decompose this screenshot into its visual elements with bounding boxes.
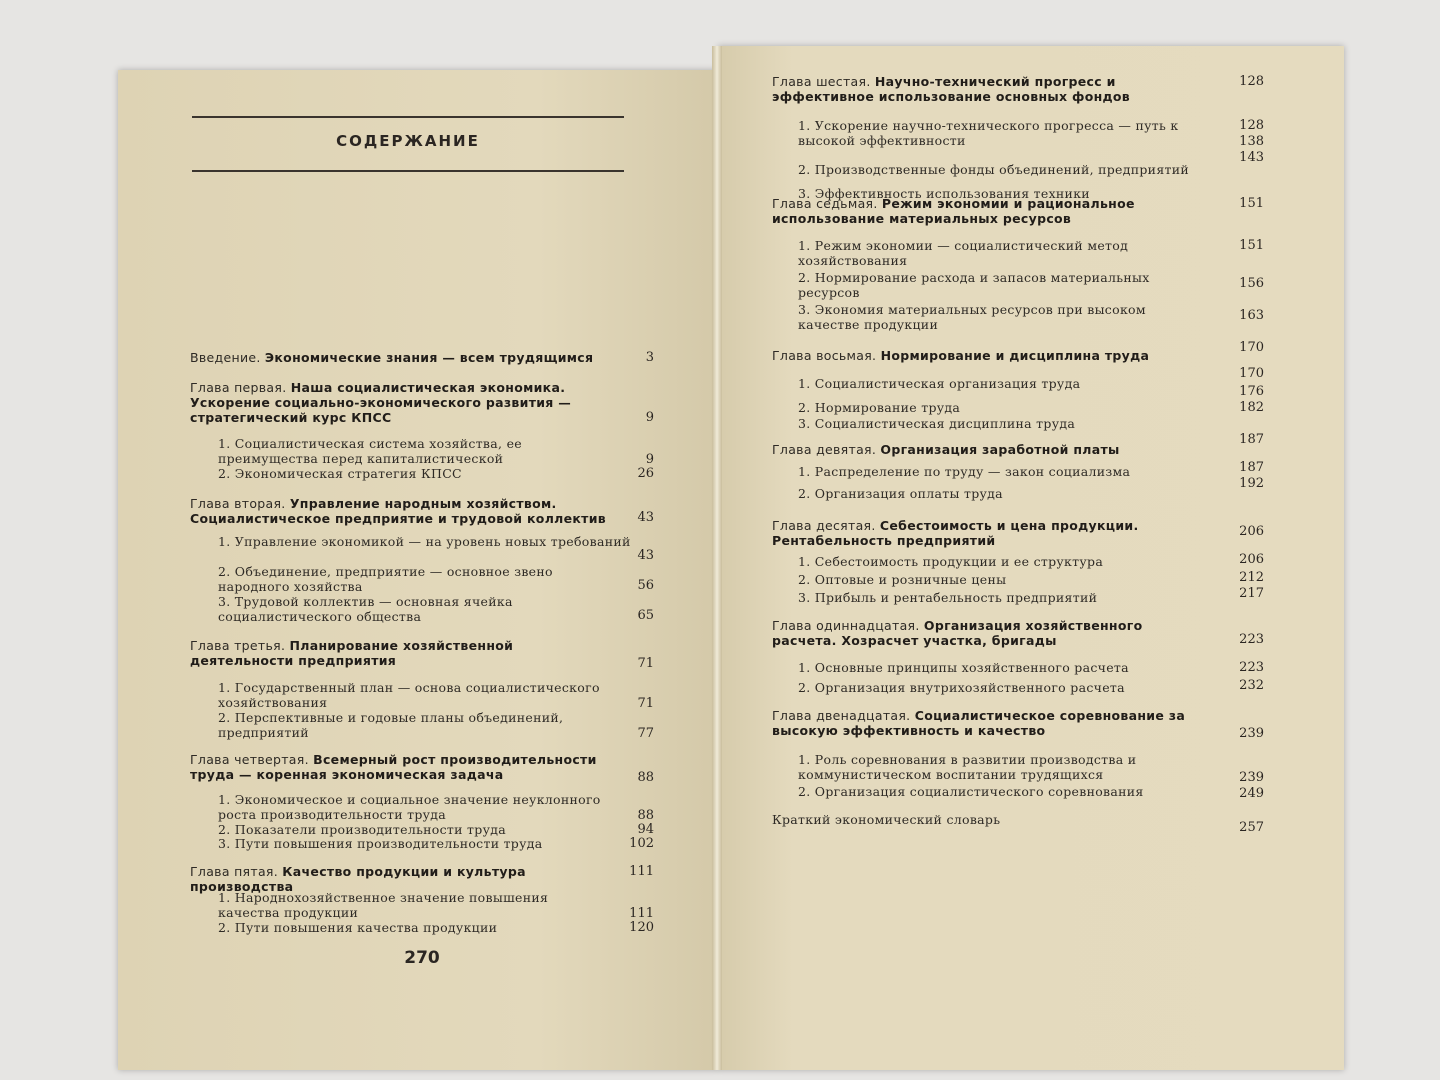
toc-chapter-label: Глава пятая. xyxy=(190,864,278,879)
toc-chapter-label: Глава четвертая. xyxy=(190,752,309,767)
toc-page-number: 143 xyxy=(1239,150,1264,165)
toc-section-title: Краткий экономический словарь xyxy=(772,812,1001,827)
toc-page-number: 94 xyxy=(637,822,654,837)
toc-page-number: 138 xyxy=(1239,134,1264,149)
toc-page-number: 56 xyxy=(637,578,654,593)
toc-page-number: 206 xyxy=(1239,552,1264,567)
toc-section-right xyxy=(798,752,1210,782)
toc-chapter-right xyxy=(772,518,1208,548)
toc-section-title: 2. Оптовые и розничные цены xyxy=(798,572,1007,587)
toc-section-right xyxy=(798,118,1210,148)
toc-section-title: 1. Управление экономикой — на уровень новых требований xyxy=(218,534,631,549)
toc-section-title: 1. Себестоимость продукции и ее структура xyxy=(798,554,1104,569)
toc-section-title: 1. Государственный план — основа социалистического хозяйствования xyxy=(218,680,600,710)
toc-section-title: 3. Трудовой коллектив — основная ячейка социалистического общества xyxy=(218,594,513,624)
toc-chapter-label: Глава двенадцатая. xyxy=(772,708,911,723)
toc-section-title: 2. Экономическая стратегия КПСС xyxy=(218,466,462,481)
toc-page-number: 206 xyxy=(1239,524,1264,539)
toc-chapter-title: Режим экономии и рациональное использование материальных ресурсов xyxy=(772,196,1135,226)
toc-chapter-right xyxy=(772,442,1192,457)
toc-chapter-title: Социалистическое соревнование за высокую эффективность и качество xyxy=(772,708,1186,738)
toc-section-right xyxy=(798,376,1210,391)
toc-page-number: 43 xyxy=(637,510,654,525)
toc-section-right xyxy=(798,486,1210,501)
toc-chapter-title: Организация заработной платы xyxy=(880,442,1120,457)
toc-chapter-left xyxy=(190,380,620,425)
toc-page-number: 71 xyxy=(637,656,654,671)
title-rule-top xyxy=(192,116,624,118)
toc-chapter-title: Качество продукции и культура производства xyxy=(190,864,526,894)
toc-chapter-label: Глава десятая. xyxy=(772,518,876,533)
toc-section-left xyxy=(218,710,610,740)
toc-chapter-left xyxy=(190,350,610,365)
toc-section-title: 3. Экономия материальных ресурсов при высоком качестве продукции xyxy=(798,302,1146,332)
toc-page-number: 239 xyxy=(1239,770,1264,785)
toc-chapter-right xyxy=(772,618,1208,648)
toc-chapter-title: Научно-технический прогресс и эффективное использование основных фондов xyxy=(772,74,1131,104)
toc-section-left xyxy=(218,436,610,466)
toc-section-title: 1. Народнохозяйственное значение повышения качества продукции xyxy=(218,890,549,920)
toc-page-number: 9 xyxy=(645,452,654,467)
toc-section-left xyxy=(218,920,610,935)
toc-page-number: 120 xyxy=(629,920,654,935)
toc-section-right xyxy=(798,784,1210,799)
toc-chapter-title: Всемерный рост производительности труда — коренная экономическая задача xyxy=(190,752,597,782)
toc-section-title: 1. Режим экономии — социалистический метод хозяйствования xyxy=(798,238,1129,268)
toc-page-number: 239 xyxy=(1239,726,1264,741)
toc-page-number: 43 xyxy=(637,548,654,563)
toc-page-number: 102 xyxy=(629,836,654,851)
toc-chapter-right xyxy=(772,74,1208,104)
toc-section-right xyxy=(798,416,1210,431)
toc-chapter-label: Глава восьмая. xyxy=(772,348,877,363)
toc-section-right xyxy=(772,812,1208,827)
toc-chapter-label: Введение. xyxy=(190,350,261,365)
toc-section-title: 2. Организация оплаты труда xyxy=(798,486,1003,501)
toc-section-title: 3. Прибыль и рентабельность предприятий xyxy=(798,590,1098,605)
toc-page-number: 249 xyxy=(1239,786,1264,801)
toc-section-right xyxy=(798,270,1210,300)
toc-page-number: 65 xyxy=(637,608,654,623)
toc-section-title: 1. Социалистическая организация труда xyxy=(798,376,1081,391)
toc-section-title: 1. Социалистическая система хозяйства, ее преимущества перед капиталистической xyxy=(218,436,522,466)
toc-page-number: 88 xyxy=(637,770,654,785)
toc-page-number: 163 xyxy=(1239,308,1264,323)
toc-page-number: 223 xyxy=(1239,632,1264,647)
toc-chapter-left xyxy=(190,496,620,526)
toc-chapter-title: Себестоимость и цена продукции. Рентабельность предприятий xyxy=(772,518,1139,548)
toc-section-title: 2. Организация внутрихозяйственного расчета xyxy=(798,680,1125,695)
toc-page-number: 176 xyxy=(1239,384,1264,399)
toc-page-number: 187 xyxy=(1239,460,1264,475)
toc-section-title: 2. Организация социалистического соревнования xyxy=(798,784,1144,799)
toc-section-title: 2. Перспективные и годовые планы объединений, предприятий xyxy=(218,710,564,740)
toc-section-title: 2. Объединение, предприятие — основное звено народного хозяйства xyxy=(218,564,553,594)
toc-page-number: 257 xyxy=(1239,820,1264,835)
toc-page-number: 170 xyxy=(1239,366,1264,381)
toc-section-title: 1. Ускорение научно-технического прогресса — путь к высокой эффективности xyxy=(798,118,1179,148)
toc-section-right xyxy=(798,590,1210,605)
toc-chapter-label: Глава шестая. xyxy=(772,74,871,89)
toc-page-number: 232 xyxy=(1239,678,1264,693)
toc-section-left xyxy=(218,466,610,481)
page-number: 270 xyxy=(404,948,440,968)
toc-chapter-title: Нормирование и дисциплина труда xyxy=(880,348,1150,363)
toc-page-number: 182 xyxy=(1239,400,1264,415)
toc-page-number: 88 xyxy=(637,808,654,823)
toc-chapter-title: Управление народным хозяйством. Социалистическое предприятие и трудовой коллектив xyxy=(190,496,606,526)
toc-section-left xyxy=(218,792,610,822)
toc-page-number: 156 xyxy=(1239,276,1264,291)
toc-section-title: 2. Нормирование расхода и запасов материальных ресурсов xyxy=(798,270,1150,300)
toc-chapter-title: Организация хозяйственного расчета. Хозрасчет участка, бригады xyxy=(772,618,1143,648)
toc-page-number: 170 xyxy=(1239,340,1264,355)
toc-chapter-label: Глава седьмая. xyxy=(772,196,878,211)
toc-section-title: 2. Показатели производительности труда xyxy=(218,822,506,837)
toc-page-number: 151 xyxy=(1239,238,1264,253)
toc-chapter-title: Наша социалистическая экономика. Ускорение социально-экономического развития — стратегический курс КПСС xyxy=(190,380,572,425)
book-gutter xyxy=(712,46,722,1070)
toc-page-number: 128 xyxy=(1239,118,1264,133)
toc-section-right xyxy=(798,302,1210,332)
toc-section-title: 3. Социалистическая дисциплина труда xyxy=(798,416,1076,431)
toc-chapter-left xyxy=(190,752,610,782)
toc-section-right xyxy=(798,464,1210,479)
toc-chapter-title: Экономические знания — всем трудящимся xyxy=(264,350,594,365)
toc-section-left xyxy=(218,822,610,837)
toc-section-right xyxy=(798,162,1210,177)
page-title: СОДЕРЖАНИЕ xyxy=(336,132,480,150)
toc-chapter-label: Глава третья. xyxy=(190,638,286,653)
toc-chapter-right xyxy=(772,348,1192,363)
toc-chapter-label: Глава одиннадцатая. xyxy=(772,618,920,633)
toc-chapter-title: Планирование хозяйственной деятельности предприятия xyxy=(190,638,514,668)
toc-section-title: 2. Производственные фонды объединений, предприятий xyxy=(798,162,1189,177)
toc-section-title: 3. Эффективность использования техники xyxy=(798,186,1090,201)
toc-section-title: 3. Пути повышения производительности труда xyxy=(218,836,543,851)
toc-page-number: 192 xyxy=(1239,476,1264,491)
toc-chapter-label: Глава первая. xyxy=(190,380,287,395)
toc-section-right xyxy=(798,660,1210,675)
toc-section-right xyxy=(798,680,1210,695)
toc-page-number: 212 xyxy=(1239,570,1264,585)
toc-section-title: 1. Основные принципы хозяйственного расчета xyxy=(798,660,1129,675)
toc-section-right xyxy=(798,400,1210,415)
toc-page-number: 187 xyxy=(1239,432,1264,447)
toc-section-right xyxy=(798,238,1210,268)
toc-page-number: 217 xyxy=(1239,586,1264,601)
toc-section-left xyxy=(218,680,610,710)
toc-page-number: 71 xyxy=(637,696,654,711)
toc-section-right xyxy=(798,572,1210,587)
toc-page-number: 151 xyxy=(1239,196,1264,211)
toc-section-left xyxy=(218,534,638,549)
toc-section-left xyxy=(218,594,610,624)
toc-chapter-right xyxy=(772,196,1208,226)
toc-section-right xyxy=(798,554,1210,569)
toc-page-number: 77 xyxy=(637,726,654,741)
toc-chapter-label: Глава девятая. xyxy=(772,442,877,457)
title-rule-bottom xyxy=(192,170,624,172)
toc-section-left xyxy=(218,836,610,851)
toc-chapter-right xyxy=(772,708,1208,738)
toc-section-left xyxy=(218,564,610,594)
toc-section-title: 2. Нормирование труда xyxy=(798,400,961,415)
toc-section-title: 1. Роль соревнования в развитии производства и коммунистическом воспитании трудящихся xyxy=(798,752,1137,782)
toc-page-number: 128 xyxy=(1239,74,1264,89)
toc-page-number: 3 xyxy=(645,350,654,365)
toc-section-title: 1. Распределение по труду — закон социализма xyxy=(798,464,1131,479)
toc-section-title: 1. Экономическое и социальное значение неуклонного роста производительности труда xyxy=(218,792,601,822)
toc-page-number: 111 xyxy=(629,906,654,921)
toc-chapter-label: Глава вторая. xyxy=(190,496,286,511)
toc-page-number: 111 xyxy=(629,864,654,879)
toc-page-number: 9 xyxy=(645,410,654,425)
toc-chapter-left xyxy=(190,638,620,668)
toc-page-number: 26 xyxy=(637,466,654,481)
toc-section-left xyxy=(218,890,610,920)
toc-page-number: 223 xyxy=(1239,660,1264,675)
toc-section-title: 2. Пути повышения качества продукции xyxy=(218,920,498,935)
